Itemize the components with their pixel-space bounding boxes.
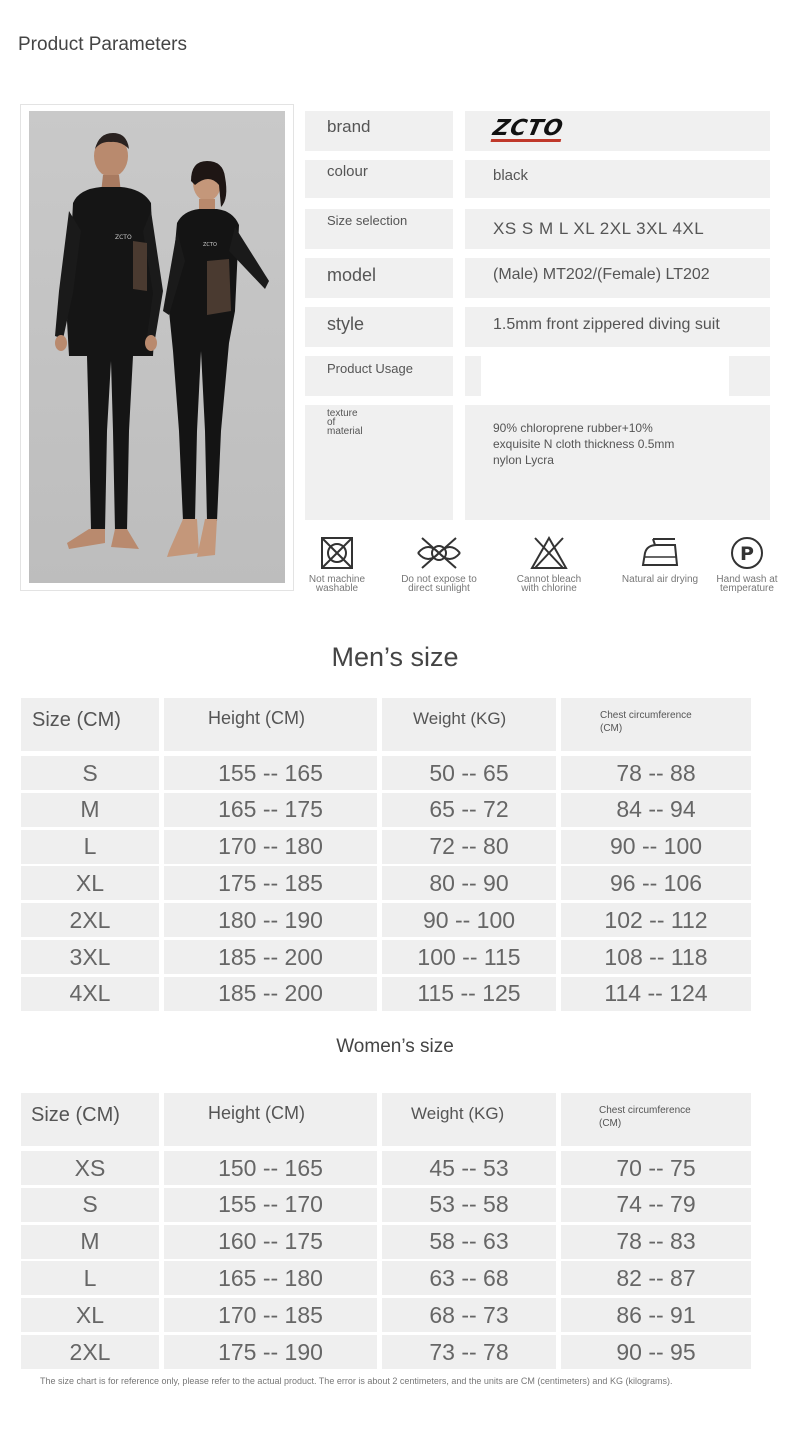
men-cell-weight: 115 -- 125 xyxy=(382,977,556,1011)
style-value: 1.5mm front zippered diving suit xyxy=(493,316,720,333)
men-cell-chest: 114 -- 124 xyxy=(561,977,751,1011)
men-cell-weight: 80 -- 90 xyxy=(382,866,556,900)
women-cell-height: 175 -- 190 xyxy=(164,1335,377,1369)
men-cell-size: 3XL xyxy=(21,940,159,974)
men-cell-height: 170 -- 180 xyxy=(164,830,377,864)
material-value-line3: nylon Lycra xyxy=(493,453,554,467)
material-label-line3: material xyxy=(327,426,363,437)
men-cell-height: 180 -- 190 xyxy=(164,903,377,937)
women-cell-weight: 58 -- 63 xyxy=(382,1225,556,1259)
size-value-cell xyxy=(465,209,770,249)
men-cell-height: 155 -- 165 xyxy=(164,756,377,790)
women-cell-weight: 73 -- 78 xyxy=(382,1335,556,1369)
women-cell-height: 150 -- 165 xyxy=(164,1151,377,1185)
size-label: Size selection xyxy=(327,213,408,228)
men-cell-weight: 90 -- 100 xyxy=(382,903,556,937)
men-cell-chest: 84 -- 94 xyxy=(561,793,751,827)
men-header-chest: Chest circumference (CM) xyxy=(561,698,751,751)
women-cell-height: 155 -- 170 xyxy=(164,1188,377,1222)
men-cell-height: 185 -- 200 xyxy=(164,977,377,1011)
svg-text:ZCTO: ZCTO xyxy=(115,234,132,241)
men-cell-chest: 90 -- 100 xyxy=(561,830,751,864)
women-header-size: Size (CM) xyxy=(21,1093,159,1146)
size-label-cell xyxy=(305,209,453,249)
brand-label-cell xyxy=(305,111,453,151)
women-cell-chest: 74 -- 79 xyxy=(561,1188,751,1222)
size-value: XS S M L XL 2XL 3XL 4XL xyxy=(493,219,705,238)
women-cell-height: 170 -- 185 xyxy=(164,1298,377,1332)
women-cell-size: XL xyxy=(21,1298,159,1332)
men-cell-chest: 78 -- 88 xyxy=(561,756,751,790)
women-cell-weight: 68 -- 73 xyxy=(382,1298,556,1332)
care-label-line1: Not machine xyxy=(308,574,366,585)
women-cell-size: L xyxy=(21,1261,159,1295)
style-value-cell xyxy=(465,307,770,347)
style-label-cell xyxy=(305,307,453,347)
no-sunlight-icon xyxy=(414,535,464,571)
iron-icon xyxy=(639,535,681,571)
men-size-title: Men’s size xyxy=(331,642,459,672)
women-cell-chest: 86 -- 91 xyxy=(561,1298,751,1332)
men-cell-chest: 96 -- 106 xyxy=(561,866,751,900)
care-label-line1: Natural air drying xyxy=(621,574,699,585)
usage-value-cell xyxy=(465,356,770,396)
care-label-line2: temperature xyxy=(720,583,774,594)
colour-value-cell xyxy=(465,160,770,198)
model-label-cell xyxy=(305,258,453,298)
women-size-title: Women’s size xyxy=(336,1036,454,1057)
women-cell-weight: 63 -- 68 xyxy=(382,1261,556,1295)
men-cell-height: 175 -- 185 xyxy=(164,866,377,900)
care-label-line1: Do not expose to xyxy=(401,574,477,585)
women-cell-chest: 70 -- 75 xyxy=(561,1151,751,1185)
men-cell-height: 185 -- 200 xyxy=(164,940,377,974)
colour-label: colour xyxy=(327,163,368,180)
women-cell-chest: 78 -- 83 xyxy=(561,1225,751,1259)
care-label-line2: washable xyxy=(315,583,359,594)
usage-value-box xyxy=(481,356,729,396)
women-cell-chest: 82 -- 87 xyxy=(561,1261,751,1295)
men-cell-height: 165 -- 175 xyxy=(164,793,377,827)
men-cell-size: 4XL xyxy=(21,977,159,1011)
women-header-weight: Weight (KG) xyxy=(382,1093,556,1146)
model-label: model xyxy=(327,265,377,285)
women-cell-size: XS xyxy=(21,1151,159,1185)
style-label: style xyxy=(327,314,365,334)
care-no-sunlight xyxy=(398,535,480,593)
women-cell-chest: 90 -- 95 xyxy=(561,1335,751,1369)
product-photo xyxy=(29,111,285,583)
svg-text:ZCTO: ZCTO xyxy=(203,242,217,248)
material-value-cell xyxy=(465,405,770,520)
material-label-line1: texture xyxy=(327,408,358,419)
care-no-bleach xyxy=(508,535,590,593)
usage-label: Product Usage xyxy=(327,361,413,376)
women-cell-height: 165 -- 180 xyxy=(164,1261,377,1295)
women-cell-weight: 53 -- 58 xyxy=(382,1188,556,1222)
size-chart-note: The size chart is for reference only, please refer to the actual product. The error is about 2 centimeters, and the units are CM (centimeters) and KG (kilograms). xyxy=(40,1376,673,1386)
men-cell-size: M xyxy=(21,793,159,827)
men-cell-chest: 102 -- 112 xyxy=(561,903,751,937)
brand-logo: ZCTO xyxy=(490,116,566,141)
care-air-dry xyxy=(614,535,706,584)
men-cell-size: S xyxy=(21,756,159,790)
men-header-size: Size (CM) xyxy=(21,698,159,751)
women-cell-height: 160 -- 175 xyxy=(164,1225,377,1259)
material-label-cell xyxy=(305,405,453,520)
women-cell-weight: 45 -- 53 xyxy=(382,1151,556,1185)
dry-clean-p-icon xyxy=(729,535,765,571)
care-no-machine-wash xyxy=(296,535,378,593)
care-label-line1: Hand wash at xyxy=(716,574,778,585)
men-cell-weight: 50 -- 65 xyxy=(382,756,556,790)
brand-value-cell xyxy=(465,111,770,151)
colour-value: black xyxy=(493,167,529,184)
colour-label-cell xyxy=(305,160,453,198)
men-cell-weight: 72 -- 80 xyxy=(382,830,556,864)
men-cell-size: 2XL xyxy=(21,903,159,937)
product-photo-frame xyxy=(20,104,294,591)
women-cell-size: 2XL xyxy=(21,1335,159,1369)
material-label-line2: of xyxy=(327,417,336,428)
no-bleach-icon xyxy=(529,535,569,571)
care-label-line2: with chlorine xyxy=(521,583,577,594)
page-title: Product Parameters xyxy=(18,34,187,55)
model-value-cell xyxy=(465,258,770,298)
men-header-height: Height (CM) xyxy=(164,698,377,751)
usage-label-cell xyxy=(305,356,453,396)
brand-label: brand xyxy=(327,117,371,136)
no-machine-wash-icon xyxy=(319,535,355,571)
women-cell-size: S xyxy=(21,1188,159,1222)
care-label-line2: direct sunlight xyxy=(408,583,470,594)
material-value-line2: exquisite N cloth thickness 0.5mm xyxy=(493,437,675,451)
care-label-line1: Cannot bleach xyxy=(516,574,582,585)
women-header-height: Height (CM) xyxy=(164,1093,377,1146)
model-value: (Male) MT202/(Female) LT202 xyxy=(493,266,710,283)
women-header-chest: Chest circumference (CM) xyxy=(561,1093,751,1146)
women-cell-size: M xyxy=(21,1225,159,1259)
svg-text:P: P xyxy=(740,543,754,565)
men-header-weight: Weight (KG) xyxy=(382,698,556,751)
men-cell-weight: 100 -- 115 xyxy=(382,940,556,974)
men-cell-weight: 65 -- 72 xyxy=(382,793,556,827)
material-value-line1: 90% chloroprene rubber+10% xyxy=(493,421,653,435)
models-illustration xyxy=(29,111,285,583)
men-cell-size: L xyxy=(21,830,159,864)
men-cell-chest: 108 -- 118 xyxy=(561,940,751,974)
men-cell-size: XL xyxy=(21,866,159,900)
care-hand-wash xyxy=(706,535,788,593)
